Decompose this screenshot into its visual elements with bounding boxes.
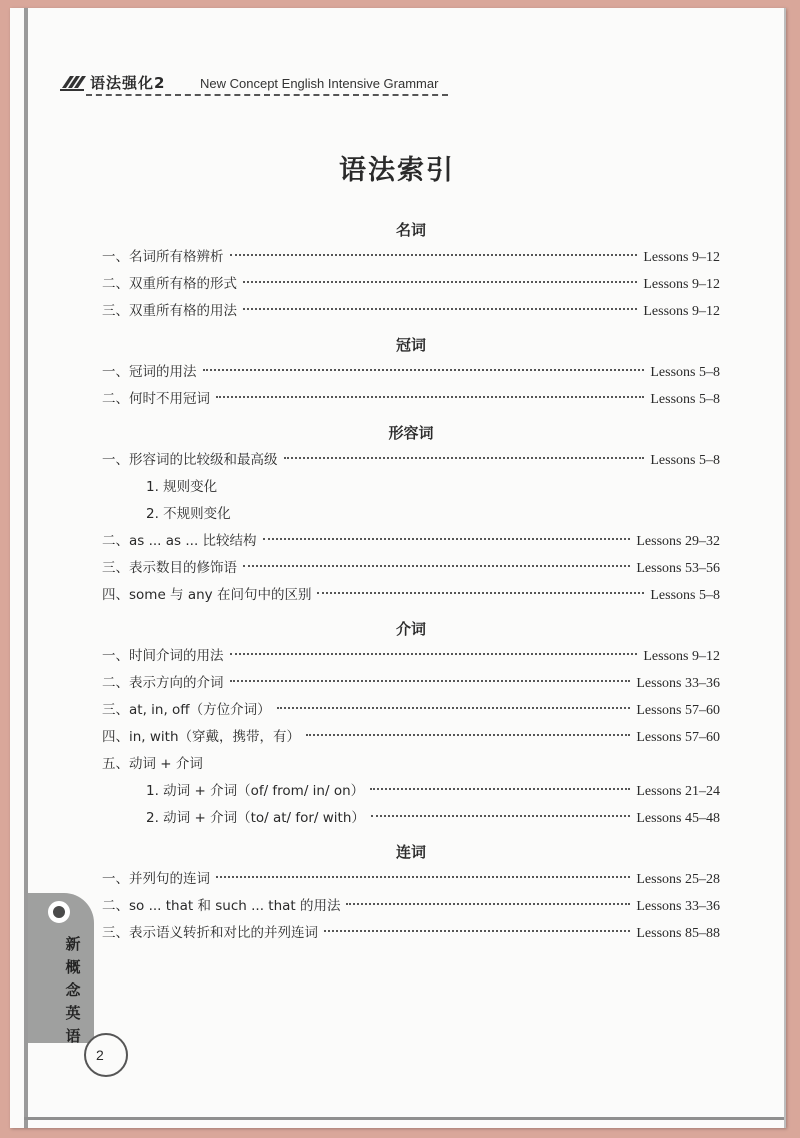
entry-label: 四、in, with（穿戴，携带，有） [102,729,301,745]
entry-label: 四、some 与 any 在问句中的区别 [102,587,312,603]
book-page [10,8,786,1128]
page-number-circle [84,1033,128,1077]
index-entry [102,751,720,778]
entry-label: 三、at, in, off（方位介词） [102,702,271,718]
entry-label: 二、so ... that 和 such ... that 的用法 [102,898,341,914]
dot-leader [277,707,631,709]
index-entry [102,697,720,724]
entry-label: 一、并列句的连词 [102,871,210,887]
index-entry [102,447,720,474]
entry-lessons: Lessons 9–12 [643,277,720,292]
side-tab [28,893,104,1093]
entry-label: 二、表示方向的介词 [102,675,224,691]
grammar-index [102,210,720,947]
index-entry [102,555,720,582]
index-entry [102,528,720,555]
dot-leader [324,930,630,932]
header-en-title: New Concept English Intensive Grammar [200,76,439,91]
page-number: 2 [96,1047,104,1063]
entry-label: 1. 规则变化 [146,479,218,495]
dot-leader [346,903,630,905]
index-entry [102,359,720,386]
side-tab-char: 新 [65,935,81,953]
dot-leader [203,369,645,371]
index-entry [102,893,720,920]
dot-leader [306,734,630,736]
side-tab-char: 语 [65,1027,81,1045]
entry-lessons: Lessons 53–56 [636,561,720,576]
dot-leader [284,457,645,459]
header-rule [86,94,448,96]
side-tab-series-name [62,933,84,1048]
ring-icon [48,901,70,923]
entry-lessons: Lessons 33–36 [636,899,720,914]
index-entry [102,386,720,413]
index-entry [102,298,720,325]
section-heading: 连词 [395,843,426,861]
entry-lessons: Lessons 9–12 [643,304,720,319]
dot-leader [263,538,631,540]
entry-lessons: Lessons 29–32 [636,534,720,549]
index-entry [102,670,720,697]
dot-leader [243,281,637,283]
section-heading: 介词 [395,620,426,638]
dot-leader [216,396,644,398]
page-title: 语法索引 [339,155,455,186]
index-entry [102,805,720,832]
entry-lessons: Lessons 5–8 [650,392,720,407]
index-entry [102,724,720,751]
index-entry [102,778,720,805]
index-entry [102,866,720,893]
entry-label: 一、名词所有格辨析 [102,249,224,265]
entry-lessons: Lessons 5–8 [650,588,720,603]
entry-label: 2. 不规则变化 [146,506,231,522]
entry-lessons: Lessons 33–36 [636,676,720,691]
entry-lessons: Lessons 9–12 [643,250,720,265]
entry-lessons: Lessons 5–8 [650,365,720,380]
page-bottom-border [24,1117,784,1120]
entry-lessons: Lessons 21–24 [636,784,720,799]
book-logo-icon [60,72,86,92]
index-entry [102,244,720,271]
dot-leader [243,308,637,310]
entry-lessons: Lessons 25–28 [636,872,720,887]
entry-label: 三、表示数目的修饰语 [102,560,237,576]
entry-label: 三、表示语义转折和对比的并列连词 [102,925,318,941]
entry-label: 一、冠词的用法 [102,364,197,380]
section-heading: 形容词 [388,424,434,442]
dot-leader [230,680,631,682]
side-tab-char: 英 [65,1004,81,1022]
entry-label: 五、动词 + 介词 [102,756,203,772]
header-cn-title: 语法强化2 [90,74,166,92]
entry-label: 一、形容词的比较级和最高级 [102,452,278,468]
index-entry [102,582,720,609]
dot-leader [371,815,630,817]
entry-lessons: Lessons 5–8 [650,453,720,468]
dot-leader [243,565,630,567]
dot-leader [230,254,638,256]
entry-lessons: Lessons 57–60 [636,703,720,718]
dot-leader [216,876,630,878]
entry-label: 1. 动词 + 介词（of/ from/ in/ on） [146,783,365,799]
entry-lessons: Lessons 57–60 [636,730,720,745]
dot-leader [230,653,638,655]
entry-lessons: Lessons 85–88 [636,926,720,941]
side-tab-char: 概 [65,958,81,976]
entry-lessons: Lessons 45–48 [636,811,720,826]
index-entry [102,920,720,947]
index-entry [102,271,720,298]
running-header [60,70,450,98]
entry-label: 二、双重所有格的形式 [102,276,237,292]
index-entry [102,474,720,501]
index-entry [102,501,720,528]
entry-label: 二、as ... as ... 比较结构 [102,533,257,549]
entry-label: 一、时间介词的用法 [102,648,224,664]
section-heading: 冠词 [395,336,426,354]
section-heading: 名词 [395,221,426,239]
side-tab-char: 念 [65,981,81,999]
entry-label: 三、双重所有格的用法 [102,303,237,319]
entry-label: 二、何时不用冠词 [102,391,210,407]
entry-label: 2. 动词 + 介词（to/ at/ for/ with） [146,810,365,826]
index-entry [102,643,720,670]
entry-lessons: Lessons 9–12 [643,649,720,664]
dot-leader [317,592,644,594]
dot-leader [370,788,630,790]
